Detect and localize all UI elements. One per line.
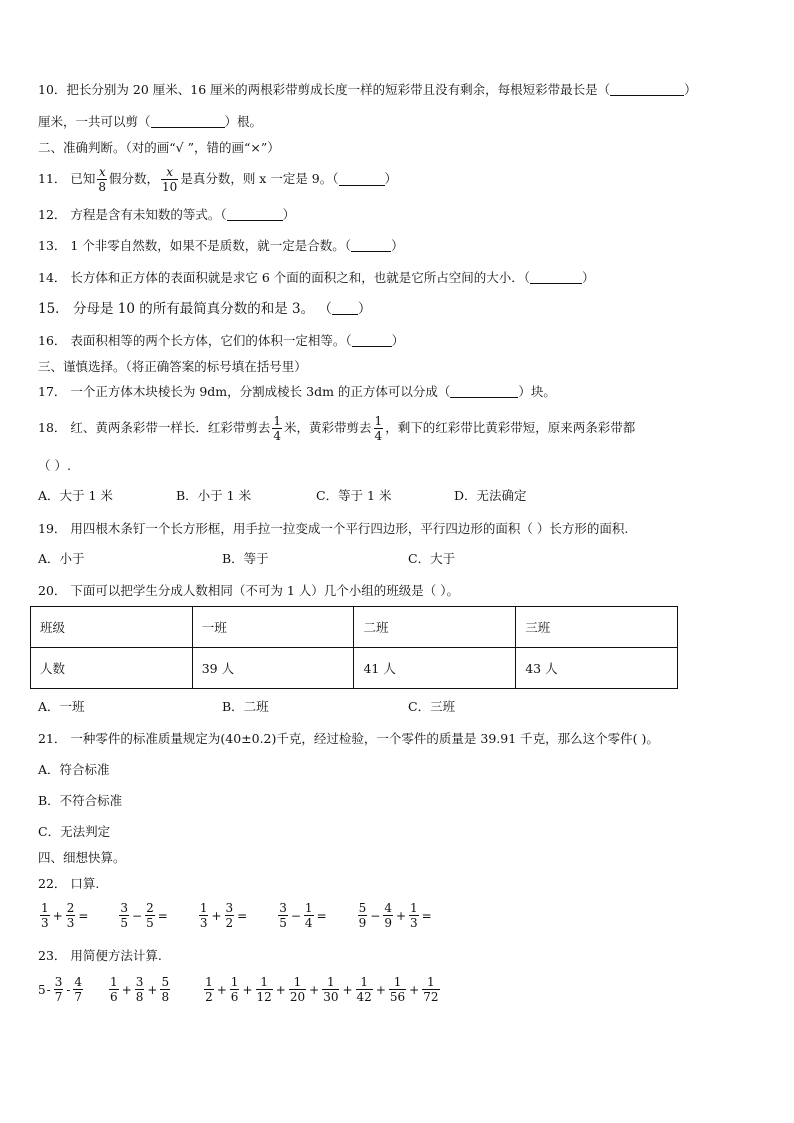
table-cell: 一班 bbox=[192, 607, 354, 648]
table-row bbox=[31, 648, 678, 689]
table-cell: 39 人 bbox=[192, 648, 354, 689]
fraction-one-quarter bbox=[272, 415, 282, 442]
paren-close: ） bbox=[384, 171, 398, 186]
answer-blank[interactable] bbox=[610, 83, 684, 96]
question-12 bbox=[38, 207, 295, 223]
answer-blank[interactable] bbox=[450, 385, 518, 398]
question-10-text: 10．把长分别为 20 厘米、16 厘米的两根彩带剪成长度一样的短彩带且没有剩余，每根短彩带最长是（ bbox=[38, 82, 611, 97]
option-c[interactable]: C．三班 bbox=[408, 699, 456, 714]
paren-close: ） bbox=[391, 238, 404, 253]
class-table bbox=[30, 606, 678, 689]
option-a[interactable]: A．符合标准 bbox=[38, 762, 110, 777]
question-11-mid: 假分数， bbox=[109, 171, 160, 186]
question-14-text: 14． 长方体和正方体的表面积就是求它 6 个面的面积之和，也就是它所占空间的大小．（ bbox=[38, 270, 531, 285]
answer-blank[interactable] bbox=[352, 334, 392, 347]
question-22: 22． 口算. bbox=[38, 876, 100, 891]
option-b[interactable]: B．不符合标准 bbox=[38, 793, 123, 808]
question-10-text-3: ）根。 bbox=[224, 114, 263, 129]
question-16-text: 16． 表面积相等的两个长方体，它们的体积一定相等。（ bbox=[38, 333, 352, 348]
answer-blank[interactable] bbox=[339, 173, 385, 186]
question-18-options bbox=[38, 488, 527, 504]
denominator: 10 bbox=[162, 179, 178, 194]
expression: $\frac{1}{6}$ + $\frac{3}{8}$ + $\frac{5}{8}$ bbox=[110, 975, 170, 1004]
option-c[interactable]: C．等于 1 米 bbox=[316, 488, 392, 503]
question-11 bbox=[38, 164, 397, 194]
question-10-line1 bbox=[38, 82, 697, 98]
expression: $\frac{3}{5}$ − $\frac{1}{4}$ = bbox=[279, 901, 327, 930]
question-20: 20． 下面可以把学生分成人数相同（不可为 1 人）几个小组的班级是（ ）。 bbox=[38, 583, 460, 598]
question-20-options bbox=[38, 699, 455, 715]
expression: $\frac{5}{9}$ − $\frac{4}{9}$ + $\frac{1}{3}$ = bbox=[358, 901, 432, 930]
table-cell: 人数 bbox=[31, 648, 193, 689]
table-cell: 43 人 bbox=[516, 648, 678, 689]
question-11-suffix: 是真分数，则 x 一定是 9。（ bbox=[180, 171, 339, 186]
answer-blank[interactable] bbox=[151, 115, 225, 128]
answer-blank[interactable] bbox=[332, 302, 358, 315]
expression: 5 - $\frac{3}{7}$ - $\frac{4}{7}$ bbox=[38, 975, 83, 1004]
numerator: 1 bbox=[374, 413, 383, 428]
question-18-text-2: 米，黄彩带剪去 bbox=[284, 420, 372, 435]
option-c[interactable]: C．无法判定 bbox=[38, 824, 111, 839]
question-17 bbox=[38, 384, 556, 400]
question-18-text-3: ，剩下的红彩带比黄彩带短，原来两条彩带都 bbox=[385, 420, 636, 435]
mental-math-expressions bbox=[38, 902, 461, 929]
numerator: x bbox=[98, 164, 106, 179]
paren-close: ） bbox=[684, 82, 697, 97]
question-18 bbox=[38, 410, 635, 446]
question-12-text: 12． 方程是含有未知数的等式。（ bbox=[38, 207, 227, 222]
question-23: 23． 用简便方法计算. bbox=[38, 948, 162, 963]
question-18-paren: （ ）. bbox=[38, 458, 71, 473]
question-11-prefix: 11． 已知 bbox=[38, 171, 96, 186]
table-cell: 二班 bbox=[354, 607, 516, 648]
question-18-text-1: 18． 红、黄两条彩带一样长．红彩带剪去 bbox=[38, 420, 271, 435]
denominator: 8 bbox=[98, 179, 107, 194]
expression: $\frac{1}{3}$ + $\frac{2}{3}$ = bbox=[41, 901, 89, 930]
option-b[interactable]: B．等于 bbox=[222, 551, 269, 566]
paren-close: ） bbox=[582, 270, 595, 285]
question-19-options bbox=[38, 551, 455, 567]
answer-blank[interactable] bbox=[227, 208, 283, 221]
fraction-x-over-8 bbox=[97, 166, 107, 193]
question-17-end: ）块。 bbox=[518, 384, 556, 399]
question-14 bbox=[38, 270, 595, 286]
expression: $\frac{3}{5}$ − $\frac{2}{5}$ = bbox=[120, 901, 168, 930]
expression: $\frac{1}{3}$ + $\frac{3}{2}$ = bbox=[199, 901, 248, 930]
question-10-line2 bbox=[38, 114, 262, 130]
option-b[interactable]: B．小于 1 米 bbox=[176, 488, 252, 503]
table-cell: 三班 bbox=[516, 607, 678, 648]
table-cell: 班级 bbox=[31, 607, 193, 648]
section-3-heading: 三、谨慎选择。（将正确答案的标号填在括号里） bbox=[38, 359, 307, 374]
option-d[interactable]: D．无法确定 bbox=[454, 488, 527, 503]
question-13-text: 13． 1 个非零自然数，如果不是质数，就一定是合数。（ bbox=[38, 238, 352, 253]
option-a[interactable]: A．小于 bbox=[38, 551, 85, 566]
fraction-x-over-10 bbox=[161, 166, 178, 193]
answer-blank[interactable] bbox=[530, 271, 582, 284]
table-row bbox=[31, 607, 678, 648]
option-a[interactable]: A．大于 1 米 bbox=[38, 488, 113, 503]
paren-close: ） bbox=[391, 333, 405, 348]
fraction-one-quarter bbox=[374, 415, 384, 442]
denominator: 4 bbox=[374, 428, 383, 443]
denominator: 4 bbox=[273, 428, 282, 443]
section-2-heading: 二、准确判断。（对的画“√ ”，错的画“×”） bbox=[38, 140, 280, 155]
table-cell: 41 人 bbox=[354, 648, 516, 689]
section-4-heading: 四、细想快算。 bbox=[38, 850, 126, 865]
expression: $\frac{1}{2}$ + $\frac{1}{6}$ + $\frac{1}{12}$ + $\frac{1}{20}$ + $\frac{1}{30}$ + $\frac{1}{42}$ + $\frac{1}{56}$ + $\frac{1}{72}$ bbox=[205, 975, 439, 1004]
option-b[interactable]: B．二班 bbox=[222, 699, 269, 714]
option-c[interactable]: C．大于 bbox=[408, 551, 456, 566]
numerator: x bbox=[166, 164, 174, 179]
question-13 bbox=[38, 238, 404, 254]
question-15-text: 15． 分母是 10 的所有最简真分数的和是 3。 （ bbox=[38, 301, 332, 317]
question-16 bbox=[38, 333, 404, 349]
simplify-expressions bbox=[38, 976, 470, 1003]
numerator: 1 bbox=[273, 413, 282, 428]
question-17-text: 17． 一个正方体木块棱长为 9dm，分割成棱长 3dm 的正方体可以分成（ bbox=[38, 384, 451, 399]
paren-close: ） bbox=[282, 207, 296, 222]
question-21: 21． 一种零件的标准质量规定为(40±0.2)千克，经过检验，一个零件的质量是 39.91 千克，那么这个零件( )。 bbox=[38, 731, 659, 746]
question-15 bbox=[38, 301, 371, 317]
option-a[interactable]: A．一班 bbox=[38, 699, 85, 714]
paren-close: ） bbox=[357, 301, 372, 317]
question-10-text-2: 厘米，一共可以剪（ bbox=[38, 114, 151, 129]
answer-blank[interactable] bbox=[351, 239, 391, 252]
question-19: 19． 用四根木条钉一个长方形框，用手拉一拉变成一个平行四边形，平行四边形的面积（ ）长方形的面积. bbox=[38, 521, 629, 536]
